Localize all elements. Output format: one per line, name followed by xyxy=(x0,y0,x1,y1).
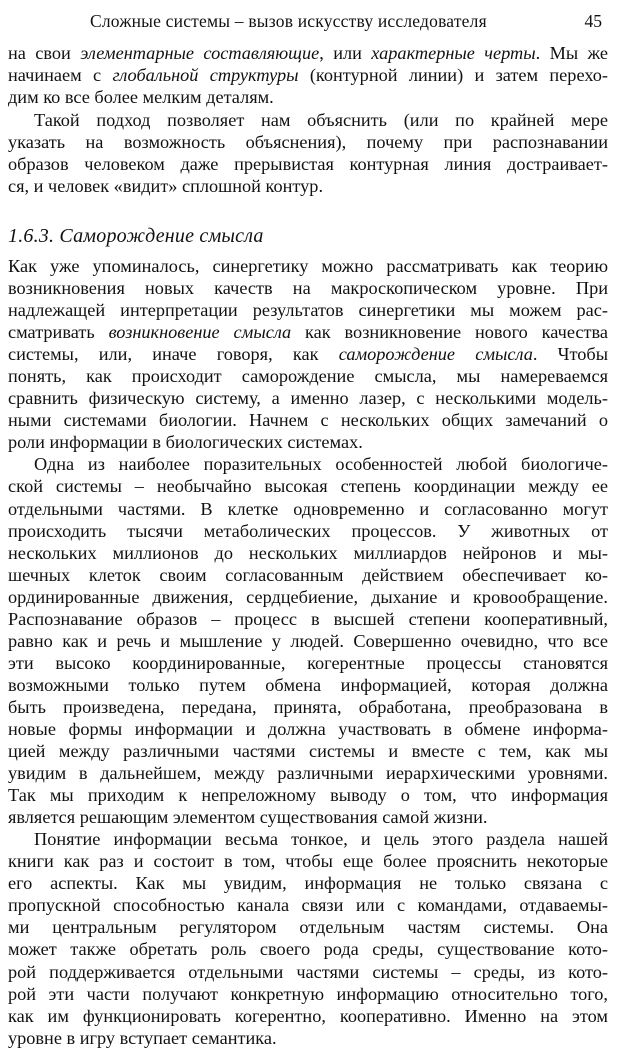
text-line: системы, или, иначе говоря, как саморождение смысла. Чтобы xyxy=(8,344,608,365)
text-line: ской системы – необычайно высокая степень координации между ее xyxy=(8,476,608,497)
text-line: его аспекты. Как мы увидим, информация не только связана с xyxy=(8,873,608,894)
text-line: Как уже упоминалось, синергетику можно рассматривать как теорию xyxy=(8,256,608,276)
text-line: ными системами биологии. Начнем с нескольких общих замечаний о xyxy=(8,410,608,431)
paragraph-2 xyxy=(8,109,608,198)
text-line: понять, как происходит саморождение смысла, мы намереваемся xyxy=(8,366,608,387)
text-line: эти высоко координированные, когерентные процессы становятся xyxy=(8,652,608,673)
text-line: равно как и речь и мышление у людей. Совершенно очевидно, что все xyxy=(8,630,608,651)
text-line: пропускной способностью канала связи или с командами, отдаваемы- xyxy=(8,895,608,916)
paragraph-5 xyxy=(8,828,608,1048)
paragraph-3 xyxy=(8,255,608,453)
running-title: Сложные системы – вызов искусству исследователя xyxy=(90,11,487,31)
text-block-top xyxy=(8,42,608,197)
text-line: возможными только путем обмена информацией, которая должна xyxy=(8,674,608,695)
text-line: сматривать возникновение смысла как возникновение нового качества xyxy=(8,322,608,343)
text-line: шечных клеток своим согласованным действием обеспечивает ко- xyxy=(8,564,608,585)
paragraph-1 xyxy=(8,42,608,109)
text-line: увидим в дальнейшем, между различными иерархическими уровнями. xyxy=(8,763,608,784)
text-line: дим ко все более мелким деталям. xyxy=(8,87,274,108)
text-line: указать на возможность объяснения), почему при распознавании xyxy=(8,131,608,152)
text-line: может также обретать роль своего рода среды, существование кото- xyxy=(8,939,608,960)
text-line: начинаем с глобальной структуры (контурной линии) и затем перехо- xyxy=(8,65,608,86)
text-line: быть произведена, передана, принята, обработана, преобразована в xyxy=(8,696,608,717)
text-line: цией между различными частями системы и вместе с тем, как мы xyxy=(8,741,608,762)
section-heading: 1.6.3. Саморождение смысла xyxy=(8,225,264,247)
text-line: ординированные движения, сердцебиение, дыхание и кровообращение. xyxy=(8,586,608,607)
running-head xyxy=(0,8,620,34)
text-block-main xyxy=(8,255,608,1049)
text-line: уровне в игру вступает семантика. xyxy=(8,1027,277,1048)
text-line: на свои элементарные составляющие, или характерные черты. Мы же xyxy=(8,43,608,63)
text-line: Так мы приходим к непреложному выводу о том, что информация xyxy=(8,785,608,806)
text-line: рой эти части получают конкретную информацию относительно того, xyxy=(8,983,608,1004)
text-line: является решающим элементом существования самой жизни. xyxy=(8,807,488,828)
paragraph-4 xyxy=(8,453,608,828)
text-line: как им функционировать когерентно, кооперативно. Именно на этом xyxy=(8,1005,608,1026)
text-line: возникновения новых качеств на макроскопическом уровне. При xyxy=(8,278,608,299)
text-line: ми центральным регулятором отдельным частям системы. Она xyxy=(8,917,608,938)
text-line: Распознавание образов – процесс в высшей степени кооперативный, xyxy=(8,608,608,629)
text-line: нескольких миллионов до нескольких миллиардов нейронов и мы- xyxy=(8,542,608,563)
text-line: происходить тысячи метаболических процессов. У животных от xyxy=(8,520,608,541)
text-line: Такой подход позволяет нам объяснить (или по крайней мере xyxy=(34,109,608,130)
text-line: Одна из наиболее поразительных особенностей любой биологиче- xyxy=(34,454,608,475)
text-line: отдельными частями. В клетке одновременно и согласованно могут xyxy=(8,498,608,519)
text-line: книги как раз и состоит в том, чтобы еще более прояснить некоторые xyxy=(8,851,608,872)
text-line: надлежащей интерпретации результатов синергетики мы можем рас- xyxy=(8,300,608,321)
text-line: сравнить физическую систему, а именно лазер, с несколькими модель- xyxy=(8,388,608,409)
text-line: ся, и человек «видит» сплошной контур. xyxy=(8,176,324,197)
text-line: образов человеком даже прерывистая контурная линия достраивает- xyxy=(8,153,608,174)
page-number: 45 xyxy=(584,11,602,31)
text-line: новые формы информации и должна участвовать в обмене информа- xyxy=(8,718,608,739)
text-line: Понятие информации весьма тонкое, и цель этого раздела нашей xyxy=(34,829,608,850)
text-line: рой поддерживается отдельными частями системы – среды, из кото- xyxy=(8,961,608,982)
text-line: роли информации в биологических системах. xyxy=(8,432,363,453)
